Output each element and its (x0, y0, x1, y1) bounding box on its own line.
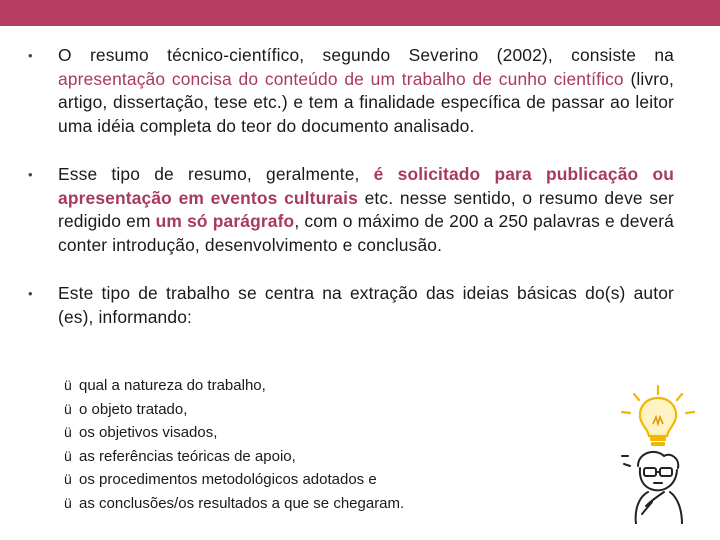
checklist-item (64, 468, 404, 492)
bullet-item (28, 163, 674, 257)
bullet-marker: • (28, 286, 33, 301)
bullet-marker: • (28, 48, 33, 63)
checklist-text: os objetivos visados, (79, 424, 218, 442)
checklist-text: as referências teóricas de apoio, (79, 447, 296, 465)
checklist-text: os procedimentos metodológicos adotados e (79, 471, 377, 489)
bullet-text-segment: (livro, artigo, dissertação, tese etc.) e tem a finalidade específica de passar ao leitor uma idéia completa do teor do documento analisado. (58, 68, 675, 136)
check-icon: ü (64, 377, 72, 393)
check-icon: ü (64, 447, 72, 464)
bullet-marker: • (28, 167, 33, 182)
bullet-item (28, 44, 674, 138)
check-icon: ü (64, 400, 72, 417)
checklist-text: o objeto tratado, (79, 400, 188, 418)
highlighted-phrase: apresentação concisa do conteúdo de um trabalho de cunho científico (58, 68, 624, 89)
bullet-text (58, 164, 674, 255)
bullet-text-segment: etc. nesse sentido, o resumo deve ser redigido em (58, 187, 674, 231)
checklist-text: as conclusões/os resultados a que se chegaram. (79, 494, 405, 512)
highlighted-phrase: um só parágrafo (155, 211, 295, 231)
checklist-item (64, 421, 404, 445)
check-icon: ü (64, 471, 72, 488)
lightbulb-icon (622, 386, 694, 446)
bullet-list (28, 44, 674, 329)
checklist (64, 374, 404, 516)
person-icon (622, 452, 682, 524)
bullet-text (58, 45, 674, 136)
bullet-text-segment: O resumo técnico-científico, segundo Severino (2002), consiste na (58, 45, 674, 65)
bullet-text: Este tipo de trabalho se centra na extração das ideias básicas do(s) autor (es), informando: (58, 283, 674, 327)
check-icon: ü (64, 424, 72, 441)
bullet-text-segment: , com o máximo de 200 a 250 palavras e deverá conter introdução, desenvolvimento e conclusão. (58, 211, 674, 255)
top-accent-bar (0, 0, 720, 26)
check-icon: ü (64, 494, 72, 511)
checklist-item (64, 445, 404, 469)
bullet-text-segment: Esse tipo de resumo, geralmente, (58, 164, 374, 184)
checklist-item (64, 492, 404, 516)
checklist-item (64, 374, 404, 398)
checklist-item (64, 398, 404, 422)
thinking-person-illustration (612, 384, 704, 524)
highlighted-phrase: é solicitado para publicação ou apresentação em eventos culturais (58, 164, 674, 208)
checklist-text: qual a natureza do trabalho, (79, 377, 266, 394)
bullet-item (28, 282, 674, 329)
